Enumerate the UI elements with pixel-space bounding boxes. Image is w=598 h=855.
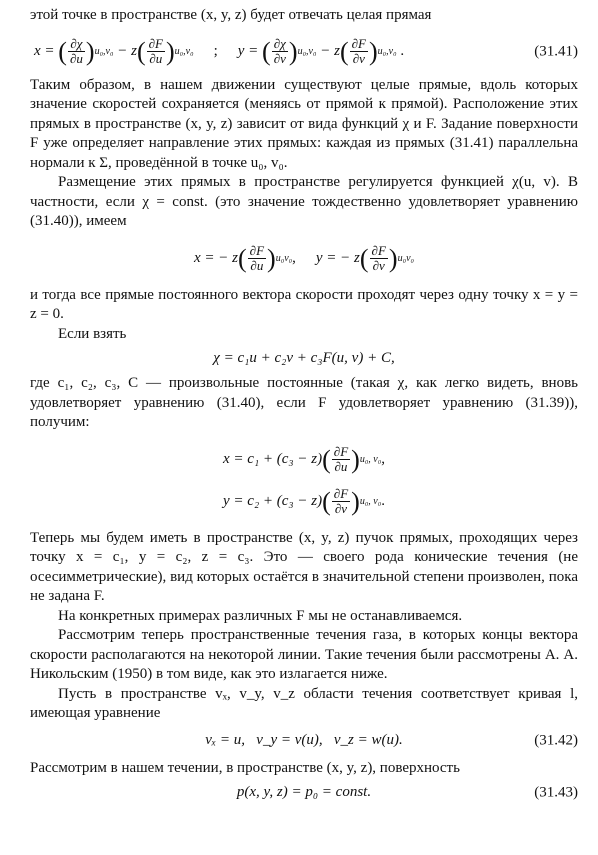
paragraph-curve: Пусть в пространстве vₓ, v_y, v_z области течения соответствует кривая l, имеющая уравнение <box>30 685 578 721</box>
fraction-dF-dv: $\frac{\partial F}{\partial v}$ <box>371 243 386 273</box>
equation-number: (31.42) <box>534 731 578 748</box>
paragraph-conical: Теперь мы будем иметь в пространстве (x, y, z) пучок прямых, проходящих через точку x = c₁, y = c₂, z = c₃. Это — своего рода конические течения (не осесимметрические), вид которых остаётся в значительной степени произволен, пока не задана F. <box>30 529 578 604</box>
equation-chi-const: x = − z ( $\frac{\partial F}{\partial u}$ ) u₀v₀ , y = − z ( $\frac{\partial F}{\partial v}$ ) u₀v₀ <box>194 243 414 273</box>
fraction-dF-du: $\frac{\partial F}{\partial u}$ <box>249 243 265 273</box>
fraction-dchi-dv: $\frac{\partial\chi}{\partial v}$ <box>273 36 286 66</box>
equation-31-43: p(x, y, z) = p₀ = const. (31.43) <box>30 781 578 805</box>
paragraph-surface: Рассмотрим в нашем течении, в пространстве (x, y, z), поверхность <box>30 759 460 776</box>
paragraph-examples: На конкретных примерах различных F мы не останавливаемся. <box>58 607 463 624</box>
paragraph-intro: этой точке в пространстве (x, y, z) будет отвечать целая прямая <box>30 7 432 23</box>
equation-number: (31.41) <box>534 42 578 59</box>
paragraph-if-take: Если взять <box>58 325 127 342</box>
fraction-dF-du: $\frac{\partial F}{\partial u}$ <box>333 444 349 474</box>
paragraph-placement: Размещение этих прямых в пространстве регулируется функцией χ(u, v). В частности, если χ = const. (это значение тождественно удовлетворяет уравнению (31.40)), имеем <box>30 174 578 229</box>
fraction-dF-dv: $\frac{\partial F}{\partial v}$ <box>351 36 366 66</box>
equation-chi: χ = c₁u + c₂v + c₃F(u, v) + C, <box>213 350 395 367</box>
fraction-dchi-du: $\frac{\partial\chi}{\partial u}$ <box>69 36 83 66</box>
equation-y: y = c₂ + (c₃ − z) ( $\frac{\partial F}{\partial v}$ ) u₀, v₀ . <box>223 486 385 516</box>
fraction-dF-dv: $\frac{\partial F}{\partial v}$ <box>333 486 349 516</box>
paragraph-origin: и тогда все прямые постоянного вектора скорости проходят через одну точку x = y = z = 0. <box>30 286 578 322</box>
equation-31-42: vₓ = u, v_y = v(u), v_z = w(u). (31.42) <box>30 729 578 753</box>
paragraph-lines: Таким образом, в нашем движении существуют целые прямые, вдоль которых значение скоростей сохраняется (меняясь от прямой к прямой). Расположение этих прямых в пространстве (x, y, z) зависит от вида функций χ и F. Задание поверхности F уже определяет направление этих прямых: каждая из прямых (31.41) параллельна нормали к Σ, проведённой в точке u₀, v₀. <box>30 76 578 171</box>
equation-number: (31.43) <box>534 784 578 801</box>
equation-31-41: x = ( $\frac{\partial\chi}{\partial u}$ ) u₀,v₀ − z ( $\frac{\partial F}{\partial u}$ ) u₀,v₀ ; y = ( $\frac{\partial\chi}{\partial v}$ ) u₀,v₀ − z ( $\frac{\partial F}{\partial v}$ ) u₀,v₀ . (31.41) <box>34 36 578 66</box>
paragraph-nikolsky: Рассмотрим теперь пространственные течения газа, в которых концы вектора скорости располагаются на некоторой линии. Такие течения были рассмотрены А. А. Никольским (1950) в том виде, как это излагается ниже. <box>30 627 578 682</box>
paragraph-constants: где c₁, c₂, c₃, C — произвольные постоянные (такая χ, как легко видеть, вновь удовлетворяет уравнению (31.40), если F удовлетворяет уравнению (31.39)), получим: <box>30 375 578 430</box>
fraction-dF-du: $\frac{\partial F}{\partial u}$ <box>148 36 163 66</box>
equation-x: x = c₁ + (c₃ − z) ( $\frac{\partial F}{\partial u}$ ) u₀, v₀ , <box>223 444 385 474</box>
